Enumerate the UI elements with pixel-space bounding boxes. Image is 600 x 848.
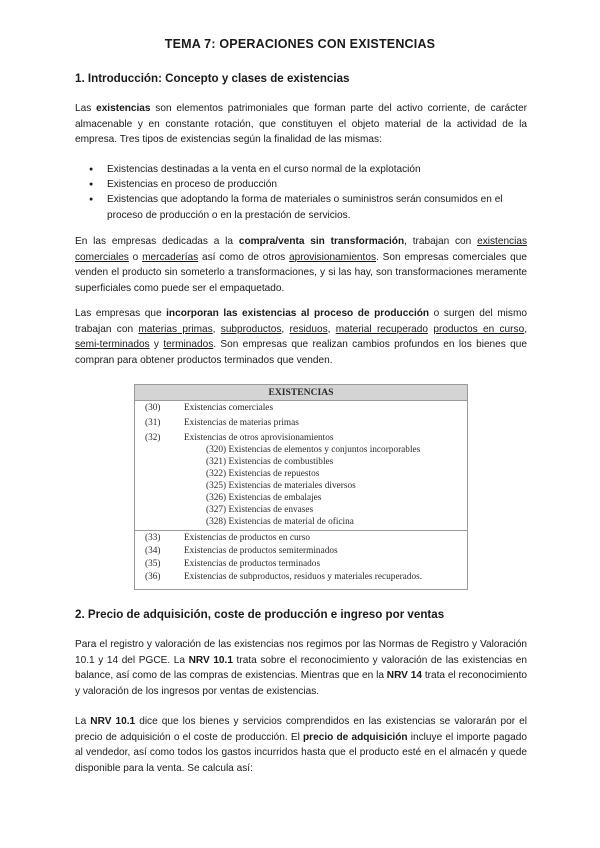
account-label: Existencias de subproductos, residuos y materiales recuperados. xyxy=(184,572,423,582)
section-2-heading: 2. Precio de adquisición, coste de producción e ingreso por ventas xyxy=(75,608,445,621)
account-label: Existencias de productos semiterminados xyxy=(184,546,338,556)
production-companies-paragraph: Las empresas que incorporan las existencias al proceso de producción o surgen del mismo trabajan con materias primas, subproductos, residuos, material recuperado productos en curso, semi-terminados y terminados. Son empresas que realizan cambios profundos en los bienes que compran para obtener productos terminados que venden. xyxy=(75,308,527,366)
table-divider xyxy=(135,530,467,531)
subaccount-label: (326) Existencias de embalajes xyxy=(206,493,322,503)
subaccount-label: (321) Existencias de combustibles xyxy=(206,457,334,467)
list-item: ● Existencias en proceso de producción xyxy=(75,177,527,192)
table-subrow xyxy=(135,469,467,481)
table-subrow xyxy=(135,445,467,457)
table-row xyxy=(135,572,467,584)
subaccount-label: (327) Existencias de envases xyxy=(206,505,314,515)
table-row xyxy=(135,546,467,558)
table-subrow xyxy=(135,481,467,493)
account-code: (34) xyxy=(145,546,161,556)
table-row xyxy=(135,403,467,415)
table-row xyxy=(135,433,467,445)
table-subrow xyxy=(135,505,467,517)
existencias-types-list xyxy=(75,162,527,223)
table-row xyxy=(135,533,467,545)
account-label: Existencias de otros aprovisionamientos xyxy=(184,433,334,443)
list-item: ● Existencias que adoptando la forma de materiales o suministros serán consumidos en el proceso de producción o en la prestación de servicios. xyxy=(75,192,527,222)
nrv-paragraph: Para el registro y valoración de las existencias nos regimos por las Normas de Registro y Valoración 10.1 y 14 del PGCE. La NRV 10.1 trata sobre el reconocimiento y valoración de las existencias en balance, así como de las compras de existencias. Mientras que en la NRV 14 trata el reconocimiento y valoración de los ingresos por ventas de existencias. xyxy=(75,639,527,697)
list-item: ● Existencias destinadas a la venta en el curso normal de la explotación xyxy=(75,162,527,177)
existencias-table xyxy=(134,384,468,590)
table-subrow xyxy=(135,457,467,469)
commercial-companies-paragraph: En las empresas dedicadas a la compra/venta sin transformación, trabajan con existencias comerciales o mercaderías así como de otros aprovisionamientos. Son empresas comerciales que venden el producto sin someterlo a transformaciones, y si las hay, son transformaciones meramente superficiales como puede ser el empaquetado. xyxy=(75,236,528,294)
table-row xyxy=(135,418,467,430)
account-code: (36) xyxy=(145,572,161,582)
term-existencias: existencias xyxy=(96,103,151,114)
account-code: (30) xyxy=(145,403,161,413)
account-label: Existencias de productos en curso xyxy=(184,533,310,543)
section-1-heading: 1. Introducción: Concepto y clases de existencias xyxy=(75,72,350,85)
subaccount-label: (322) Existencias de repuestos xyxy=(206,469,320,479)
account-label: Existencias de materias primas xyxy=(184,418,299,428)
account-code: (31) xyxy=(145,418,161,428)
account-code: (33) xyxy=(145,533,161,543)
account-label: Existencias de productos terminados xyxy=(184,559,321,569)
account-label: Existencias comerciales xyxy=(184,403,274,413)
subaccount-label: (320) Existencias de elementos y conjuntos incorporables xyxy=(206,445,421,455)
table-header: EXISTENCIAS xyxy=(135,385,467,401)
subaccount-label: (325) Existencias de materiales diversos xyxy=(206,481,356,491)
account-code: (35) xyxy=(145,559,161,569)
precio-adquisicion-paragraph: La NRV 10.1 dice que los bienes y servicios comprendidos en las existencias se valorarán por el precio de adquisición o el coste de producción. El precio de adquisición incluye el importe pagado al vendedor, así como todos los gastos incurridos hasta que el producto esté en el almacén y quede disponible para la venta. Se calcula así: xyxy=(75,716,527,774)
page-title: TEMA 7: OPERACIONES CON EXISTENCIAS xyxy=(164,37,436,51)
intro-paragraph: Las existencias son elementos patrimoniales que forman parte del activo corriente, de carácter almacenable y en constante rotación, que constituyen el objeto material de la actividad de la empresa. Tres tipos de existencias según la finalidad de las mismas: xyxy=(75,103,527,146)
table-subrow xyxy=(135,493,467,505)
subaccount-label: (328) Existencias de material de oficina xyxy=(206,517,354,527)
account-code: (32) xyxy=(145,433,161,443)
table-row xyxy=(135,559,467,571)
table-subrow xyxy=(135,517,467,529)
